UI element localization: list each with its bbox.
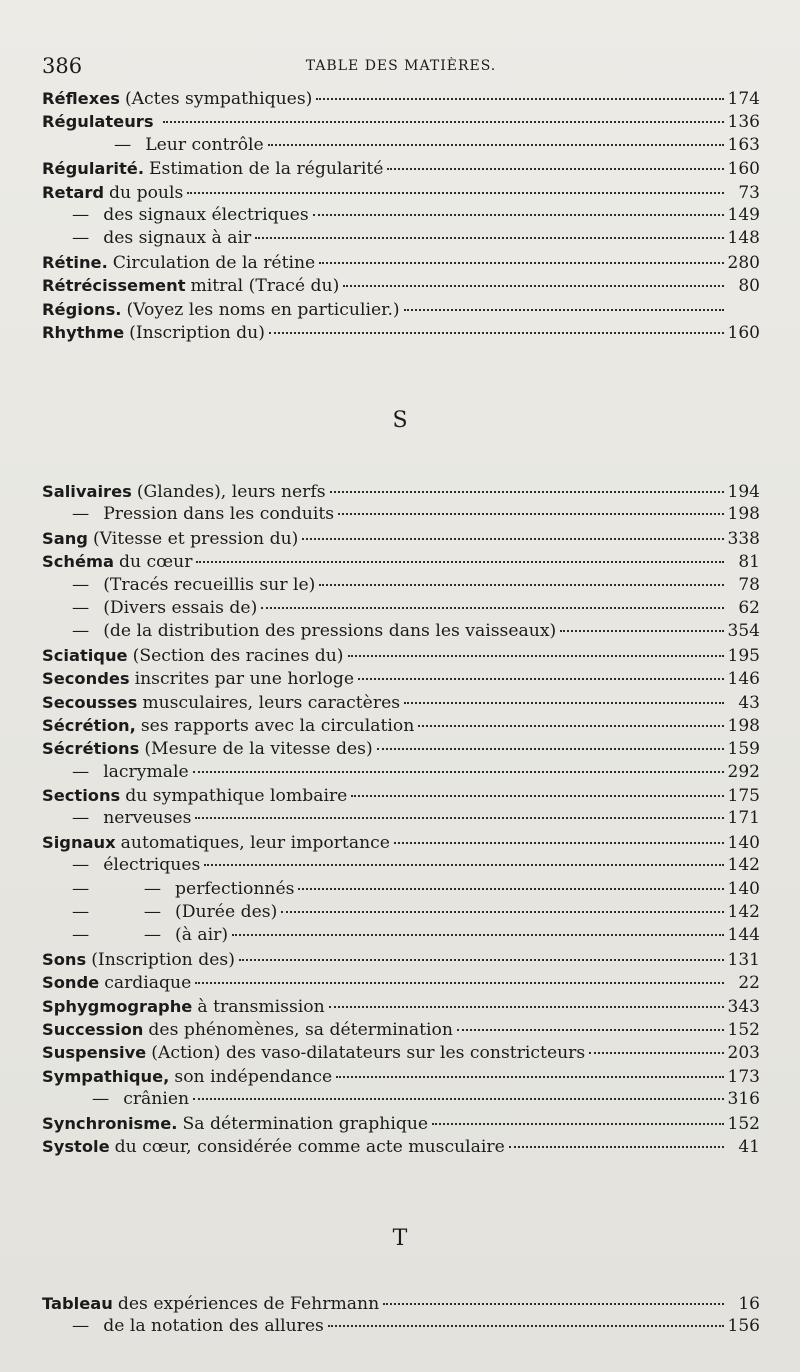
entry-dash: — [114, 134, 132, 155]
entry-description: nerveuses [103, 808, 192, 829]
entry-term: Sciatique [42, 645, 128, 665]
entry-description: (à air) [175, 925, 229, 946]
entry-description: du pouls [109, 182, 184, 203]
entry-term: Sécrétions [42, 739, 140, 759]
entry-description: ses rapports avec la circulation [140, 715, 415, 736]
dot-leader [338, 513, 723, 515]
index-entry [42, 854, 760, 877]
dot-leader [343, 285, 724, 287]
entry-description: des phénomènes, sa détermination [148, 1019, 453, 1040]
dot-leader [418, 725, 723, 727]
entry-page-number: 149 [727, 204, 760, 225]
entry-description: automatiques, leur importance [120, 832, 390, 853]
dot-leader [196, 561, 724, 563]
index-entry [42, 321, 760, 344]
dot-leader [394, 842, 724, 844]
entry-description: électriques [103, 855, 201, 876]
index-entry [42, 110, 760, 133]
entry-description: perfectionnés [175, 878, 295, 899]
entry-page-number: 354 [727, 621, 760, 642]
dot-leader [239, 959, 724, 961]
dot-leader [589, 1052, 723, 1054]
index-entry [42, 157, 760, 180]
dot-leader [187, 192, 724, 194]
entry-term: Systole [42, 1136, 110, 1156]
entry-term: Régulateurs [42, 112, 154, 132]
dot-leader [313, 214, 724, 216]
dot-leader [328, 1325, 724, 1327]
dot-leader [351, 795, 723, 797]
dot-leader [268, 144, 724, 146]
entry-page-number: 159 [727, 739, 760, 760]
index-entry [42, 1018, 760, 1041]
entry-description: (Inscription des) [91, 949, 235, 970]
entry-description: Circulation de la rétine [112, 252, 316, 273]
entry-description: (Tracés recueillis sur le) [103, 574, 316, 595]
entry-description: (Mesure de la vitesse des) [144, 739, 373, 760]
entry-page-number: 160 [727, 159, 760, 180]
index-section-r [42, 87, 760, 344]
entry-description: Estimation de la régularité [149, 159, 384, 180]
dot-leader [195, 817, 723, 819]
entry-dash: — [72, 761, 90, 782]
index-entry [42, 714, 760, 737]
dot-leader [404, 702, 724, 704]
index-entry [42, 831, 760, 854]
entry-page-number: 62 [738, 597, 760, 618]
dot-leader [232, 934, 723, 936]
entry-term: Rétine. [42, 252, 108, 272]
entry-term: Sons [42, 949, 87, 969]
index-entry [42, 878, 760, 901]
entry-page-number: 195 [727, 645, 760, 666]
index-entry [42, 620, 760, 643]
entry-page-number: 194 [727, 482, 760, 502]
entry-term: Régularité. [42, 159, 145, 179]
index-entry [42, 298, 760, 321]
index-entry [42, 274, 760, 297]
index-entry [42, 251, 760, 274]
entry-page-number: 136 [727, 112, 760, 133]
entry-description: Sa détermination graphique [182, 1113, 429, 1134]
entry-page-number: 198 [727, 715, 760, 736]
index-entry [42, 995, 760, 1018]
entry-term: Schéma [42, 552, 114, 572]
entry-description: du cœur [118, 552, 193, 573]
page-number: 386 [42, 54, 83, 78]
entry-page-number: 316 [727, 1089, 760, 1110]
entry-term: Sphygmographe [42, 996, 193, 1016]
dot-leader [377, 748, 724, 750]
index-entry [42, 691, 760, 714]
entry-page-number: 171 [727, 808, 760, 829]
entry-page-number: 160 [727, 322, 760, 343]
dot-leader [281, 911, 723, 913]
index-entry [42, 644, 760, 667]
letter-heading-t: T [392, 1226, 408, 1251]
dot-leader [193, 771, 724, 773]
entry-term: Retard [42, 182, 105, 202]
dot-leader [316, 98, 723, 100]
entry-page-number: 152 [727, 1113, 760, 1134]
dot-leader [269, 332, 724, 334]
entry-page-number: 292 [727, 761, 760, 782]
index-entry [42, 1135, 760, 1158]
entry-description: Leur contrôle [145, 134, 264, 155]
entry-term: Secondes [42, 669, 130, 689]
entry-page-number: 198 [727, 504, 760, 525]
index-entry [42, 924, 760, 947]
dot-leader [336, 1076, 723, 1078]
index-entry [42, 761, 760, 784]
entry-dash: — — [72, 902, 162, 923]
entry-dash: — — [72, 925, 162, 946]
index-entry [42, 901, 760, 924]
index-entry [42, 204, 760, 227]
entry-description: son indépendance [174, 1066, 333, 1087]
dot-leader [255, 237, 723, 239]
index-entry [42, 503, 760, 526]
entry-description: (Glandes), leurs nerfs [136, 482, 326, 502]
entry-dash: — [72, 504, 90, 525]
entry-page-number: 144 [727, 925, 760, 946]
entry-dash: — [72, 204, 90, 225]
entry-description: à transmission [197, 996, 325, 1017]
running-title: TABLE DES MATIÈRES. [305, 58, 497, 74]
entry-dash: — [72, 621, 90, 642]
dot-leader [560, 630, 723, 632]
entry-description: mitral (Tracé du) [190, 276, 340, 297]
entry-dash: — [72, 808, 90, 829]
entry-page-number: 131 [727, 949, 760, 970]
dot-leader [193, 1098, 723, 1100]
entry-page-number: 152 [727, 1019, 760, 1040]
entry-description: (Divers essais de) [103, 597, 258, 618]
entry-page-number: 156 [727, 1316, 760, 1337]
entry-term: Salivaires [42, 482, 132, 501]
index-entry [42, 1065, 760, 1088]
dot-leader [509, 1146, 724, 1148]
entry-dash: — [72, 228, 90, 249]
entry-page-number: 80 [738, 276, 760, 297]
entry-page-number: 146 [727, 669, 760, 690]
entry-dash: — — [72, 878, 162, 899]
dot-leader [330, 491, 724, 493]
entry-term: Réflexes [42, 89, 120, 108]
entry-description: cardiaque [104, 973, 192, 994]
entry-page-number: 203 [727, 1043, 760, 1064]
entry-description: (Actes sympathiques) [124, 89, 313, 109]
entry-page-number: 174 [727, 89, 760, 109]
index-entry [42, 134, 760, 157]
index-entry [42, 87, 760, 110]
entry-page-number: 148 [727, 228, 760, 249]
dot-leader [298, 888, 723, 890]
entry-term: Signaux [42, 832, 116, 852]
index-entry [42, 527, 760, 550]
index-section-s [42, 480, 760, 1158]
index-section-t [42, 1292, 760, 1339]
dot-leader [204, 864, 723, 866]
index-entry [42, 971, 760, 994]
entry-description: (Action) des vaso-dilatateurs sur les constricteurs [151, 1043, 586, 1064]
entry-dash: — [92, 1089, 110, 1110]
entry-dash: — [72, 597, 90, 618]
entry-page-number: 140 [727, 878, 760, 899]
entry-term: Sonde [42, 973, 100, 993]
entry-page-number: 73 [738, 182, 760, 203]
dot-leader [329, 1006, 724, 1008]
entry-page-number: 173 [727, 1066, 760, 1087]
entry-page-number: 16 [738, 1294, 760, 1314]
entry-term: Sympathique, [42, 1066, 170, 1086]
entry-term: Régions. [42, 299, 122, 319]
index-entry [42, 948, 760, 971]
dot-leader [319, 584, 724, 586]
entry-page-number: 22 [738, 973, 760, 994]
dot-leader [302, 538, 723, 540]
index-entry [42, 784, 760, 807]
index-entry [42, 181, 760, 204]
index-entry [42, 597, 760, 620]
entry-page-number: 163 [727, 134, 760, 155]
dot-leader [457, 1029, 724, 1031]
letter-heading-s: S [392, 408, 408, 433]
entry-page-number: 280 [727, 252, 760, 273]
index-entry [42, 574, 760, 597]
entry-page-number: 343 [727, 996, 760, 1017]
entry-description: (Voyez les noms en particulier.) [126, 299, 400, 320]
index-entry [42, 480, 760, 503]
entry-description: (Inscription du) [129, 322, 265, 343]
dot-leader [404, 309, 724, 311]
entry-description: lacrymale [103, 761, 189, 782]
index-entry [42, 1112, 760, 1135]
entry-description: musculaires, leurs caractères [142, 692, 401, 713]
entry-page-number: 142 [727, 855, 760, 876]
entry-description: (de la distribution des pressions dans les vaisseaux) [103, 621, 557, 642]
index-entry [42, 667, 760, 690]
entry-page-number: 81 [738, 552, 760, 573]
entry-description: des signaux à air [103, 228, 252, 249]
dot-leader [432, 1123, 723, 1125]
entry-term: Suspensive [42, 1043, 147, 1063]
dot-leader [261, 607, 724, 609]
entry-dash: — [72, 1316, 90, 1337]
entry-term: Secousses [42, 692, 138, 712]
entry-term: Synchronisme. [42, 1113, 178, 1133]
entry-term: Sang [42, 528, 88, 548]
entry-description: de la notation des allures [103, 1316, 324, 1337]
entry-description: (Vitesse et pression du) [92, 528, 299, 549]
entry-term: Rhythme [42, 322, 125, 342]
entry-term: Sections [42, 786, 121, 806]
entry-description: inscrites par une horloge [134, 669, 355, 690]
entry-term: Tableau [42, 1294, 113, 1313]
entry-page-number: 338 [727, 528, 760, 549]
entry-term: Rétrécissement [42, 276, 186, 296]
dot-leader [319, 262, 723, 264]
entry-page-number: 175 [727, 786, 760, 807]
entry-description: du sympathique lombaire [125, 786, 348, 807]
entry-term: Sécrétion, [42, 715, 136, 735]
index-entry [42, 1088, 760, 1111]
dot-leader [358, 678, 724, 680]
entry-description: crânien [123, 1089, 190, 1110]
index-entry [42, 807, 760, 830]
entry-description: (Section des racines du) [132, 645, 344, 666]
entry-page-number: 78 [738, 574, 760, 595]
dot-leader [195, 982, 724, 984]
entry-page-number: 142 [727, 902, 760, 923]
entry-term: Succession [42, 1019, 144, 1039]
index-entry [42, 1292, 760, 1315]
page-header [42, 52, 760, 82]
dot-leader [163, 121, 724, 123]
entry-page-number: 43 [738, 692, 760, 713]
entry-dash: — [72, 855, 90, 876]
entry-dash: — [72, 574, 90, 595]
entry-page-number: 41 [738, 1136, 760, 1157]
index-entry [42, 737, 760, 760]
entry-description: des signaux électriques [103, 204, 309, 225]
dot-leader [348, 655, 724, 657]
entry-description: des expériences de Fehrmann [117, 1294, 380, 1314]
index-entry [42, 227, 760, 250]
index-entry [42, 550, 760, 573]
index-entry [42, 1041, 760, 1064]
dot-leader [383, 1303, 724, 1305]
dot-leader [387, 168, 723, 170]
entry-description: Pression dans les conduits [103, 504, 335, 525]
entry-description: du cœur, considérée comme acte musculaire [114, 1136, 505, 1157]
entry-description: (Durée des) [175, 902, 278, 923]
index-entry [42, 1315, 760, 1338]
entry-page-number: 140 [727, 832, 760, 853]
